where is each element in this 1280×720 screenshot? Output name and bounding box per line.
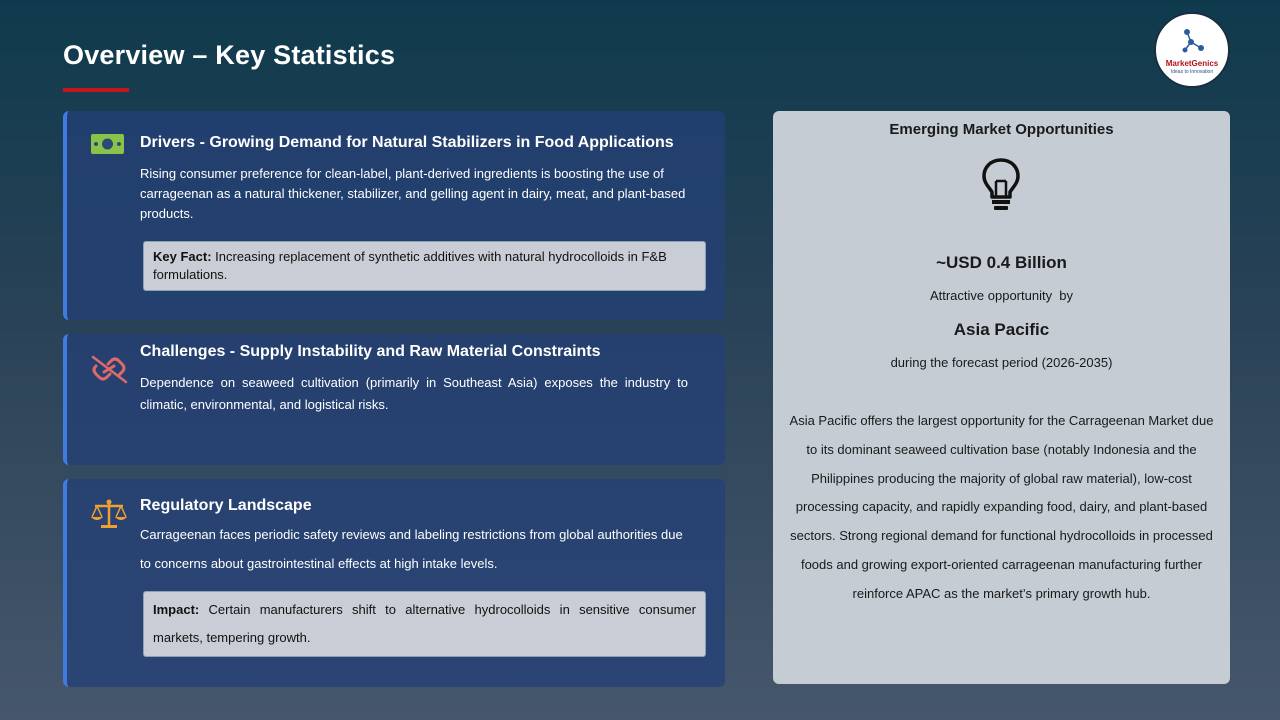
title-underline bbox=[63, 88, 129, 92]
drivers-text: Rising consumer preference for clean-label, plant-derived ingredients is boosting the use of carrageenan as a natural thickener, stabilizer, and gelling agent in dairy, meat, and plant-based products. bbox=[140, 166, 686, 221]
lightbulb-icon bbox=[979, 157, 1023, 211]
money-icon bbox=[90, 131, 125, 157]
company-logo bbox=[1154, 12, 1230, 88]
attractive-text: Attractive opportunity by bbox=[929, 288, 1074, 303]
broken-link-icon bbox=[90, 354, 128, 384]
key-fact-text: Increasing replacement of synthetic additives with natural hydrocolloids in F&B formulations. bbox=[153, 249, 667, 282]
impact-box bbox=[143, 591, 706, 657]
panel-title: Emerging Market Opportunities bbox=[889, 121, 1114, 138]
forecast-period: during the forecast period (2026-2035) bbox=[890, 355, 1113, 370]
region-name: Asia Pacific bbox=[953, 320, 1050, 339]
page-title: Overview – Key Statistics bbox=[63, 40, 396, 70]
market-value: ~USD 0.4 Billion bbox=[936, 253, 1067, 272]
drivers-title: Drivers - Growing Demand for Natural Stabilizers in Food Applications bbox=[140, 134, 674, 151]
logo-tagline: Ideas to Innovation bbox=[1170, 69, 1214, 75]
opportunity-description: Asia Pacific offers the largest opportunity for the Carrageenan Market due to its dominant seaweed cultivation base (notably Indonesia and the Philippines producing the majority of global raw material), low-cost processing capacity, and rapidly expanding food, dairy, and plant-based sectors. Strong regional demand for functional hydrocolloids in processed foods and growing export-oriented carrageenan manufacturing further reinforce APAC as the market’s primary growth hub. bbox=[789, 413, 1214, 601]
regulatory-card bbox=[63, 479, 725, 687]
key-fact-label: Key Fact: bbox=[153, 249, 212, 264]
regulatory-text: Carrageenan faces periodic safety reviews and labeling restrictions from global authorities due to concerns about gastrointestinal effects at high intake levels. bbox=[140, 527, 683, 571]
challenges-title: Challenges - Supply Instability and Raw Material Constraints bbox=[140, 343, 601, 360]
challenges-text: Dependence on seaweed cultivation (primarily in Southeast Asia) exposes the industry to climatic, environmental, and logistical risks. bbox=[140, 375, 688, 412]
opportunity-panel bbox=[773, 111, 1230, 684]
scales-icon bbox=[90, 498, 128, 530]
molecule-icon bbox=[1181, 28, 1205, 54]
key-fact-box bbox=[143, 241, 706, 291]
impact-text: Certain manufacturers shift to alternative hydrocolloids in sensitive consumer markets, tempering growth. bbox=[153, 602, 696, 645]
challenges-card bbox=[63, 334, 725, 465]
regulatory-title: Regulatory Landscape bbox=[140, 497, 312, 514]
logo-brand: MarketGenics bbox=[1165, 59, 1219, 68]
drivers-card bbox=[63, 111, 725, 320]
impact-label: Impact: bbox=[153, 602, 200, 617]
